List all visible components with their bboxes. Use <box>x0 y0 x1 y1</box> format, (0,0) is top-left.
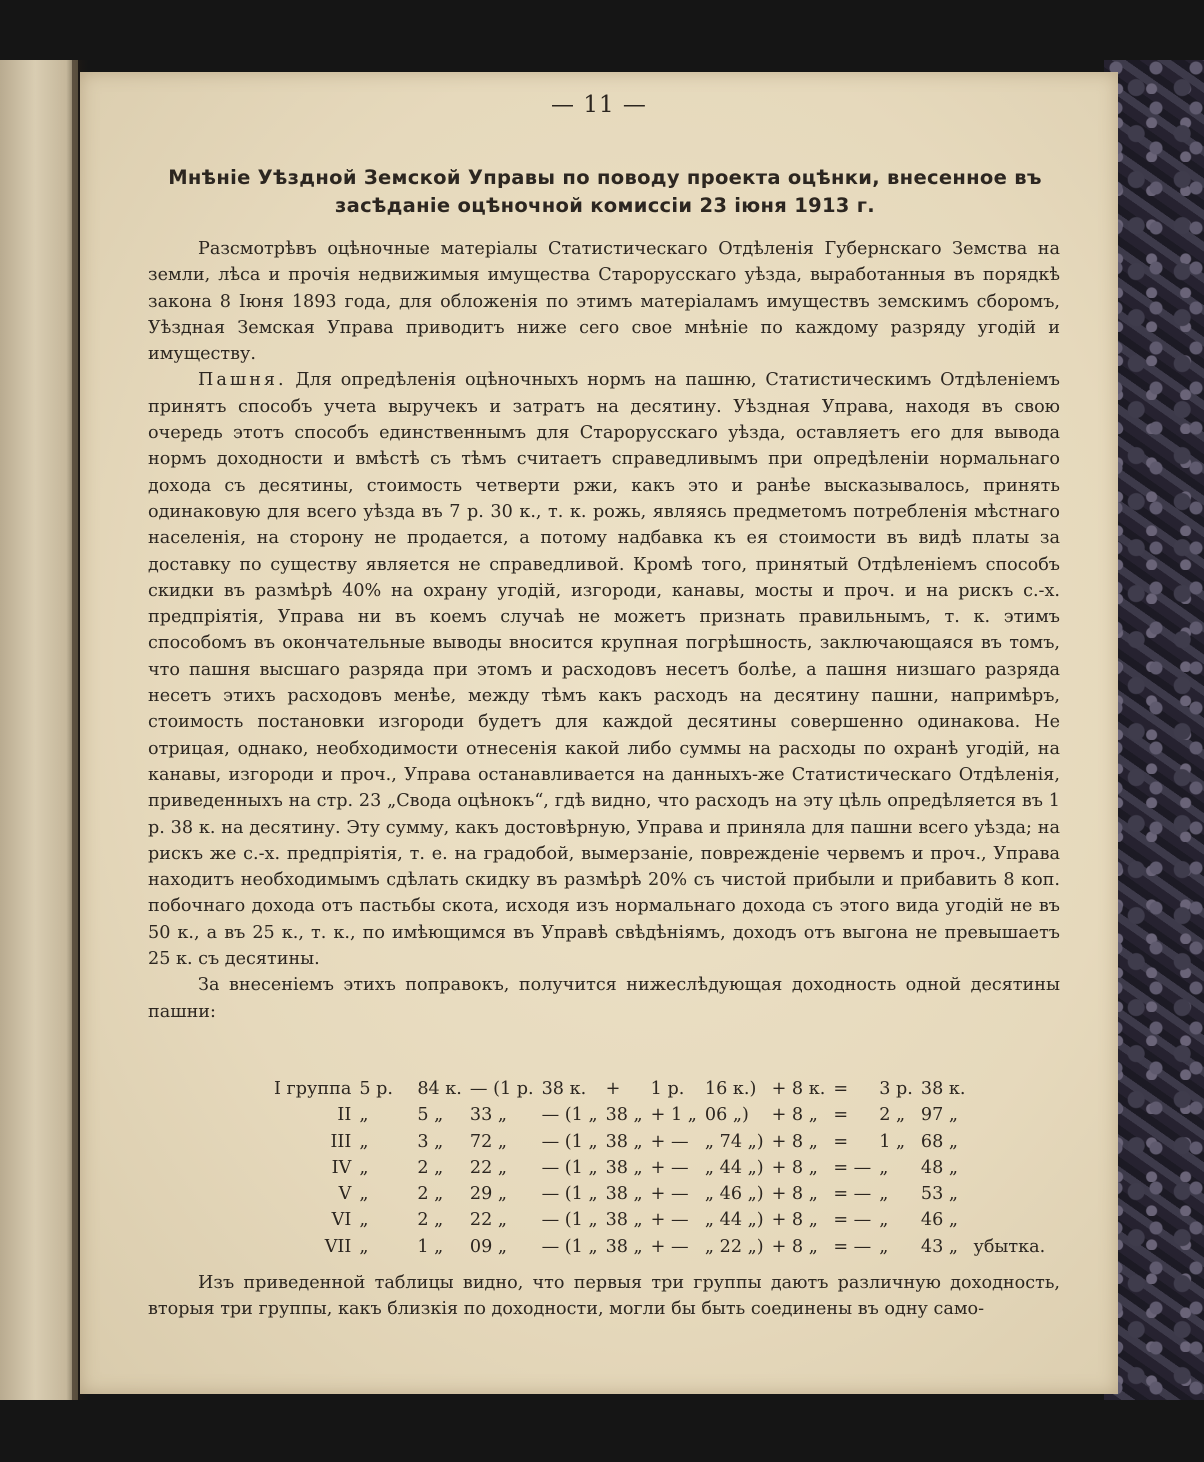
table-cell: — (1 „ <box>541 1105 598 1126</box>
table-cell: 53 „ <box>920 1184 959 1205</box>
table-cell: „ <box>879 1157 889 1178</box>
yield-table <box>270 1076 1049 1260</box>
table-cell: = — <box>833 1184 872 1205</box>
book-binding <box>1104 60 1204 1400</box>
table-cell: = <box>833 1131 849 1152</box>
table-cell: V <box>338 1184 352 1205</box>
table-cell: I группа <box>274 1079 352 1099</box>
table-cell <box>969 1155 1049 1181</box>
table-cell: 46 „ <box>920 1210 959 1231</box>
table-cell: — (1 „ <box>541 1236 598 1257</box>
table-cell: — (1 „ <box>541 1157 598 1178</box>
table-cell: „ <box>359 1131 369 1152</box>
table-cell: „ 44 „) <box>704 1157 764 1178</box>
table-cell: 29 „ <box>469 1184 508 1205</box>
table-cell: 2 „ <box>417 1210 444 1231</box>
table-cell: 38 „ <box>605 1131 643 1152</box>
table-cell: 38 „ <box>605 1210 643 1231</box>
table-cell: 1 „ <box>417 1236 444 1257</box>
table-cell: 16 к.) <box>704 1079 757 1099</box>
table-cell: 72 „ <box>469 1131 508 1152</box>
table-cell: убытка. <box>973 1236 1046 1257</box>
table-cell: = — <box>833 1210 872 1231</box>
table-cell: + 8 „ <box>771 1157 818 1178</box>
table-cell <box>969 1076 1049 1102</box>
table-cell: = <box>833 1079 849 1099</box>
table-row <box>270 1129 1049 1155</box>
table-row <box>270 1102 1049 1128</box>
table-cell: = — <box>833 1236 872 1257</box>
table-cell: 38 „ <box>605 1157 643 1178</box>
body-text <box>148 236 1060 1025</box>
table-cell: 38 к. <box>541 1079 587 1099</box>
table-cell: 38 „ <box>605 1184 643 1205</box>
table-cell: 68 „ <box>920 1131 959 1152</box>
table-cell: III <box>330 1131 352 1152</box>
paragraph-1: Разсмотрѣвъ оцѣночные матеріалы Статистическаго Отдѣленія Губернскаго Земства на земли, лѣса и прочія недвижимыя имущества Старорусскаго уѣзда, выработанныя въ порядкѣ закона 8 Іюня 1893 года, для обложенія по этимъ матеріаламъ имуществъ земскимъ сборомъ, Уѣздная Земская Управа приводитъ ниже сего свое мнѣніе по каждому разряду угодій и имуществу. <box>148 239 1060 365</box>
table-cell: VI <box>331 1210 352 1231</box>
table-cell: + 1 „ <box>650 1105 697 1126</box>
table-cell: 22 „ <box>469 1157 508 1178</box>
paragraph-2 <box>148 367 1060 972</box>
table-cell: 5 р. <box>359 1079 393 1099</box>
table-cell: 38 „ <box>605 1105 643 1126</box>
table-row <box>270 1234 1049 1260</box>
table-cell: = — <box>833 1157 872 1178</box>
table-cell <box>969 1181 1049 1207</box>
table-cell: — (1 „ <box>541 1131 598 1152</box>
table-cell: + 8 „ <box>771 1210 818 1231</box>
table-cell: „ <box>359 1210 369 1231</box>
table-cell: — (1 „ <box>541 1210 598 1231</box>
table-cell: „ 74 „) <box>704 1131 764 1152</box>
table-cell: 2 „ <box>417 1157 444 1178</box>
table-cell: — (1 „ <box>541 1184 598 1205</box>
table-cell <box>969 1102 1049 1128</box>
table-cell: 3 р. <box>879 1079 913 1099</box>
table-cell: 38 „ <box>605 1236 643 1257</box>
table-cell: + 8 „ <box>771 1105 818 1126</box>
table-cell: — (1 р. <box>469 1079 534 1099</box>
paragraph-3: За внесеніемъ этихъ поправокъ, получится нижеслѣдующая доходность одной десятины пашни: <box>148 975 1060 1022</box>
table-cell: „ <box>359 1184 369 1205</box>
table-cell <box>969 1129 1049 1155</box>
table-cell: „ <box>879 1210 889 1231</box>
table-cell: 22 „ <box>469 1210 508 1231</box>
table-cell: 48 „ <box>920 1157 959 1178</box>
table-cell: VII <box>324 1236 352 1257</box>
table-cell: 06 „) <box>704 1105 749 1126</box>
left-page-edge <box>0 60 78 1400</box>
table-cell: „ <box>359 1236 369 1257</box>
paragraph-2-text: Для опредѣленія оцѣночныхъ нормъ на пашню, Статистическимъ Отдѣленіемъ принятъ способъ учета выручекъ и затратъ на десятину. Уѣздная Управа, находя въ свою очередь этотъ способъ единственнымъ для Старорусскаго уѣзда, оставляетъ его для вывода нормъ доходности и вмѣстѣ съ тѣмъ считаетъ справедливымъ при опредѣленіи нормальнаго дохода съ десятины, стоимость четверти ржи, какъ это и ранѣе высказывалось, принять одинаковую для всего уѣзда въ 7 р. 30 к., т. к. рожь, являясь предметомъ потребленія мѣстнаго населенія, на сторону не продается, а потому надбавка къ ея стоимости въ видѣ платы за доставку по существу является не справедливой. Кромѣ того, принятый Отдѣленіемъ способъ скидки въ размѣрѣ 40% на охрану угодій, изгороди, канавы, мосты и проч. и на рискъ с.-х. предпріятія, Управа ни въ коемъ случаѣ не можетъ признать правильнымъ, т. к. этимъ способомъ въ окончательные выводы вносится крупная погрѣшность, заключающаяся въ томъ, что пашня высшаго разряда при этомъ и расходовъ несетъ болѣе, а пашня низшаго разряда несетъ этихъ расходовъ менѣе, между тѣмъ какъ расходъ на десятину пашни, напримѣръ, стоимость постановки изгороди будетъ для каждой десятины совершенно одинакова. Не отрицая, однако, необходимости отнесенія какой либо суммы на расходы по охранѣ угодій, на канавы, изгороди и проч., Управа останавливается на данныхъ-же Статистическаго Отдѣленія, приведенныхъ на стр. 23 „Свода оцѣнокъ“, гдѣ видно, что расходъ на эту цѣль опредѣляется въ 1 р. 38 к. на десятину. Эту сумму, какъ достовѣрную, Управа и приняла для пашни всего уѣзда; на рискъ же с.-х. предпріятія, т. е. на градобой, вымерзаніе, поврежденіе червемъ и проч., Управа находитъ необходимымъ сдѣлать скидку въ размѣрѣ 20% съ чистой прибыли и прибавить 8 коп. побочнаго дохода отъ пастьбы скота, исходя изъ нормальнаго дохода съ этого вида угодій не въ 50 к., а въ 25 к., т. к., по имѣющимся въ Управѣ свѣдѣніямъ, доходъ отъ выгона не превышаетъ 25 к. съ десятины. <box>148 370 1060 970</box>
table-cell: IV <box>331 1157 352 1178</box>
table-cell: 43 „ <box>920 1236 959 1257</box>
table-cell: II <box>337 1105 352 1126</box>
table-cell: „ <box>879 1236 889 1257</box>
paragraph-2-lead: Пашня. <box>198 370 287 391</box>
table-cell: „ <box>879 1184 889 1205</box>
table-cell: „ 44 „) <box>704 1210 764 1231</box>
table-cell <box>969 1207 1049 1233</box>
table-cell: 3 „ <box>417 1131 444 1152</box>
table-cell: + — <box>650 1184 689 1205</box>
table-cell: + — <box>650 1131 689 1152</box>
table-cell: 09 „ <box>469 1236 508 1257</box>
document-heading: Мнѣніе Уѣздной Земской Управы по поводу проекта оцѣнки, внесенное въ засѣданіе оцѣночной комиссіи 23 іюня 1913 г. <box>168 166 1042 217</box>
table-cell: 1 „ <box>879 1131 906 1152</box>
table-cell: + 8 „ <box>771 1184 818 1205</box>
table-cell: + 8 „ <box>771 1236 818 1257</box>
table-row <box>270 1155 1049 1181</box>
table-cell: + 8 к. <box>771 1079 826 1099</box>
table-cell: + — <box>650 1157 689 1178</box>
table-cell: 1 р. <box>650 1079 685 1099</box>
table-cell: 33 „ <box>469 1105 508 1126</box>
document-page <box>80 72 1118 1394</box>
table-cell: 97 „ <box>920 1105 959 1126</box>
table-cell: „ 46 „) <box>704 1184 764 1205</box>
table-row <box>270 1207 1049 1233</box>
table-cell: + <box>605 1079 621 1099</box>
table-row <box>270 1181 1049 1207</box>
table-row <box>270 1076 1049 1102</box>
page-number: — 11 — <box>551 92 647 118</box>
table-cell: 5 „ <box>417 1105 444 1126</box>
table-cell: + 8 „ <box>771 1131 818 1152</box>
table-cell: + — <box>650 1210 689 1231</box>
table-cell: „ <box>359 1157 369 1178</box>
table-cell: 84 к. <box>417 1079 462 1099</box>
table-cell: + — <box>650 1236 689 1257</box>
table-cell: „ <box>359 1105 369 1126</box>
table-cell: = <box>833 1105 849 1126</box>
table-cell: „ 22 „) <box>704 1236 764 1257</box>
table-cell: 2 „ <box>879 1105 906 1126</box>
table-cell: 38 к. <box>920 1079 966 1099</box>
paragraph-4: Изъ приведенной таблицы видно, что первыя три группы даютъ различную доходность, вторыя три группы, какъ близкія по доходности, могли бы быть соединены въ одну само- <box>148 1273 1060 1320</box>
table-cell: 2 „ <box>417 1184 444 1205</box>
